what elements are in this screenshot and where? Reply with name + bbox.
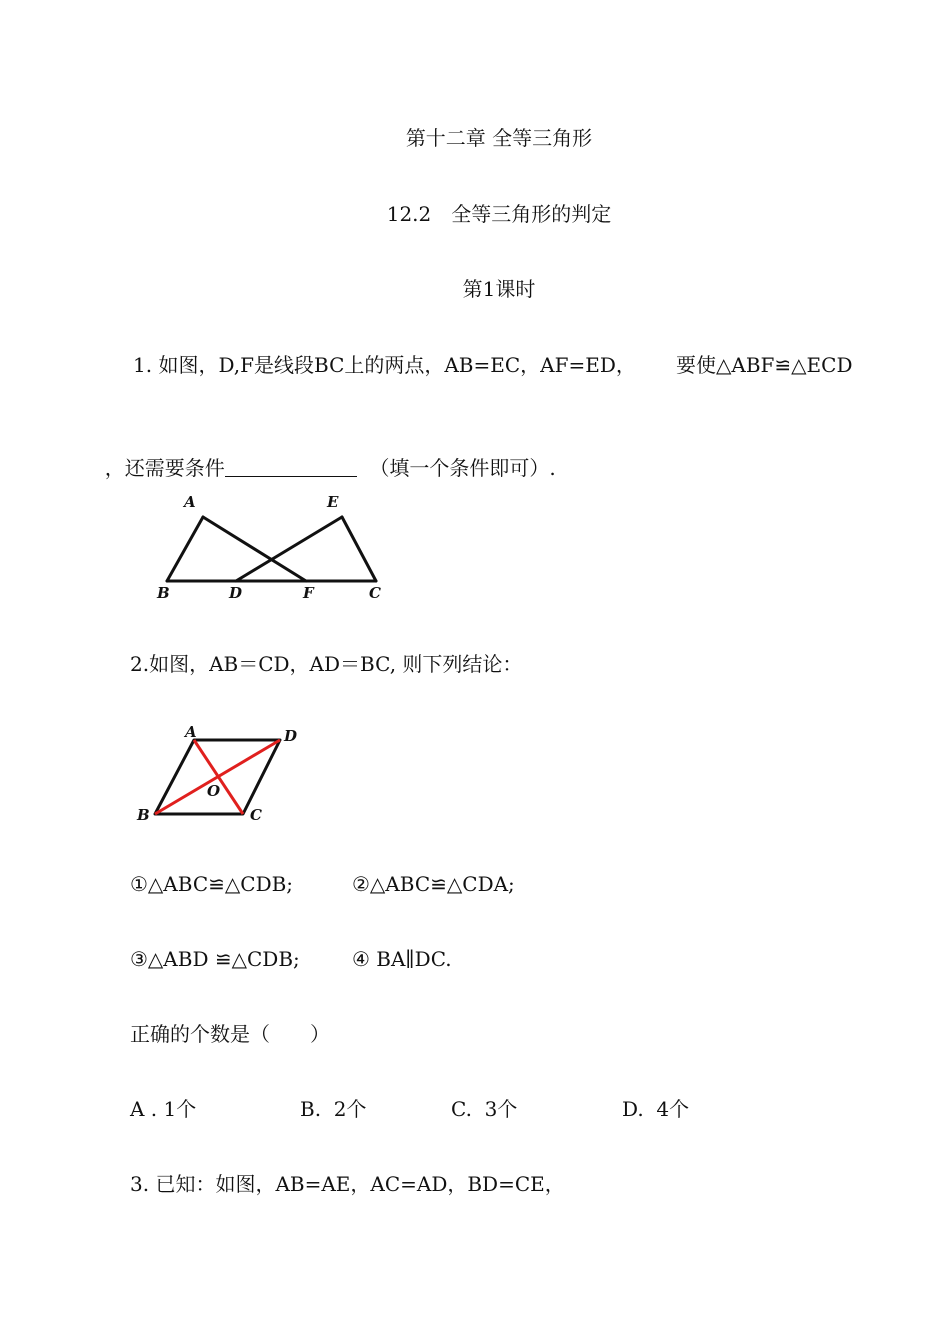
q1-answer-blank[interactable] xyxy=(225,456,357,477)
q1-text-2a: ，还需要条件 xyxy=(104,456,225,480)
q2-label-a: A xyxy=(185,723,197,741)
q1-seg-ab xyxy=(167,517,203,581)
q1-text-1: 1. 如图，D,F是线段BC上的两点，AB=EC，AF=ED， xyxy=(133,353,636,377)
q2-figure xyxy=(130,718,310,828)
section-title: 12.2 全等三角形的判定 xyxy=(386,202,612,226)
q1-seg-ec xyxy=(342,517,376,581)
q1-label-c: C xyxy=(369,584,381,602)
q1-text-1b: 要使△ABF≌△ECD xyxy=(676,353,853,377)
q1-figure xyxy=(150,490,390,605)
q1-label-b: B xyxy=(157,584,170,602)
q2-stem: 2.如图，AB＝CD，AD＝BC, 则下列结论： xyxy=(130,652,523,676)
q2-label-o: O xyxy=(207,782,221,800)
q2-ask: 正确的个数是（ ） xyxy=(130,1022,330,1046)
q2-option-b[interactable]: B. 2个 xyxy=(300,1097,367,1121)
q2-label-d: D xyxy=(284,727,298,745)
q2-label-c: C xyxy=(250,806,262,824)
q1-text-2 xyxy=(92,426,556,482)
q2-option-a[interactable]: A . 1个 xyxy=(130,1097,197,1121)
lesson-title: 第1课时 xyxy=(462,277,536,301)
q3-stem: 3. 已知：如图，AB=AE，AC=AD，BD=CE， xyxy=(130,1172,565,1196)
q2-conclusion-1: ①△ABC≌△CDB; xyxy=(130,872,294,896)
q1-text-2b: （填一个条件即可）. xyxy=(369,456,556,480)
q2-conclusion-3: ③△ABD ≌△CDB; xyxy=(130,947,300,971)
q1-label-e: E xyxy=(327,493,339,511)
q2-label-b: B xyxy=(137,806,150,824)
q1-label-a: A xyxy=(184,493,196,511)
q2-conclusion-2: ②△ABC≌△CDA; xyxy=(352,872,515,896)
q2-conclusion-4: ④ BA∥DC. xyxy=(352,947,452,971)
q2-option-c[interactable]: C. 3个 xyxy=(451,1097,518,1121)
q1-label-d: D xyxy=(229,584,243,602)
chapter-title: 第十二章 全等三角形 xyxy=(405,126,593,150)
q1-label-f: F xyxy=(303,584,314,602)
q2-option-d[interactable]: D. 4个 xyxy=(622,1097,690,1121)
